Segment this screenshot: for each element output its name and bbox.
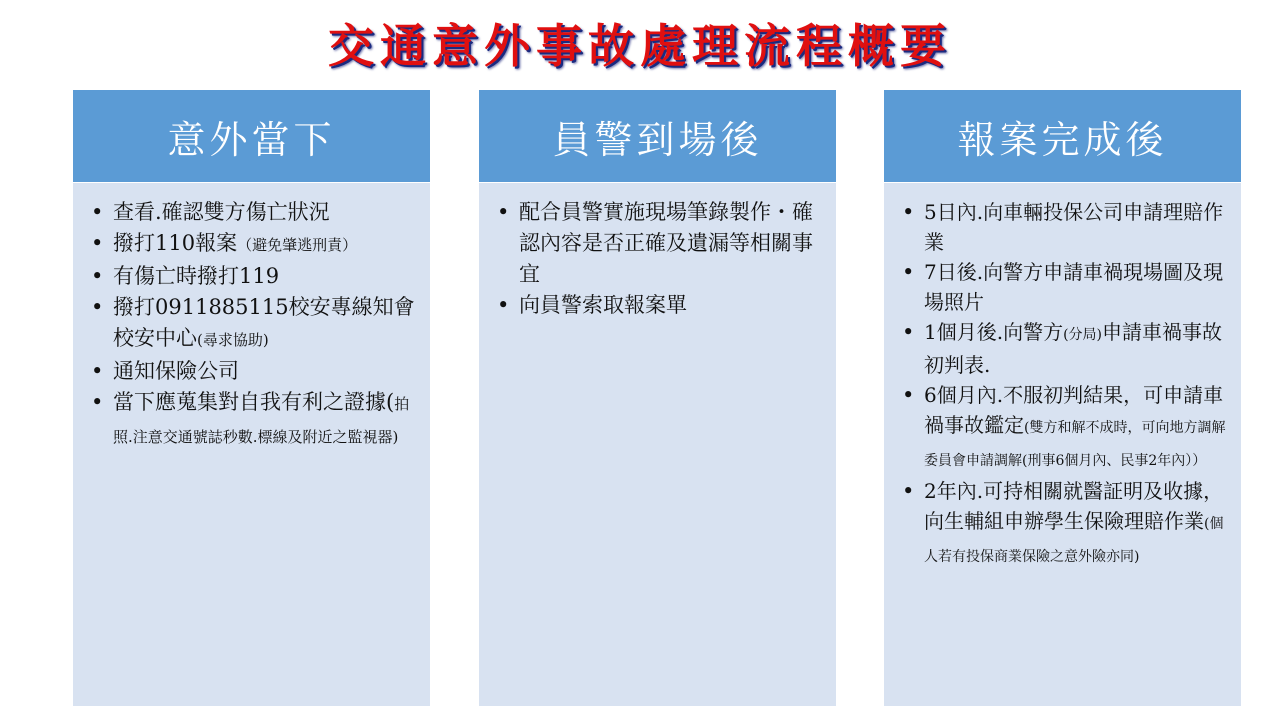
bullet-icon: • <box>902 260 915 284</box>
list-item: • 有傷亡時撥打119 <box>87 261 420 292</box>
list-item: • 5日內.向車輛投保公司申請理賠作業 <box>898 197 1231 257</box>
column-header: 員警到場後 <box>479 90 836 183</box>
bullet-icon: • <box>91 264 104 288</box>
column-body <box>884 183 1241 572</box>
bullet-icon: • <box>91 231 104 255</box>
list-item: • 6個月內.不服初判結果，可申請車禍事故鑑定(雙方和解不成時，可向地方調解委員會申請調解(刑事6個月內、民事2年內）） <box>898 380 1231 476</box>
bullet-icon: • <box>902 200 915 224</box>
page-title: 交通意外事故處理流程概要 <box>328 19 952 73</box>
column-police-arrival <box>479 90 836 706</box>
column-at-accident <box>73 90 430 706</box>
bullet-icon: • <box>497 293 510 317</box>
list-item: • 通知保險公司 <box>87 356 420 387</box>
column-after-report <box>884 90 1241 706</box>
bullet-icon: • <box>902 383 915 407</box>
column-body <box>73 183 430 453</box>
bullet-icon: • <box>497 200 510 224</box>
list-item: • 1個月後.向警方(分局)申請車禍事故初判表. <box>898 317 1231 380</box>
bullet-icon: • <box>902 320 915 344</box>
bullet-icon: • <box>91 390 104 414</box>
bullet-icon: • <box>91 295 104 319</box>
list-item: • 當下應蒐集對自我有利之證據(拍照.注意交通號誌秒數.標線及附近之監視器) <box>87 387 420 453</box>
column-header: 意外當下 <box>73 90 430 183</box>
bullet-icon: • <box>91 200 104 224</box>
list-item: • 向員警索取報案單 <box>493 290 826 321</box>
list-item: • 配合員警實施現場筆錄製作・確認內容是否正確及遺漏等相關事宜 <box>493 197 826 290</box>
column-header: 報案完成後 <box>884 90 1241 183</box>
list-item: • 撥打0911885115校安專線知會校安中心(尋求協助) <box>87 292 420 356</box>
list-item: • 查看.確認雙方傷亡狀況 <box>87 197 420 228</box>
bullet-icon: • <box>91 359 104 383</box>
column-body <box>479 183 836 321</box>
list-item: • 2年內.可持相關就醫証明及收據，向生輔組申辦學生保險理賠作業(個人若有投保商業保險之意外險亦同) <box>898 476 1231 572</box>
bullet-icon: • <box>902 479 915 503</box>
list-item: • 7日後.向警方申請車禍現場圖及現場照片 <box>898 257 1231 317</box>
list-item: • 撥打110報案（避免肇逃刑責） <box>87 228 420 261</box>
